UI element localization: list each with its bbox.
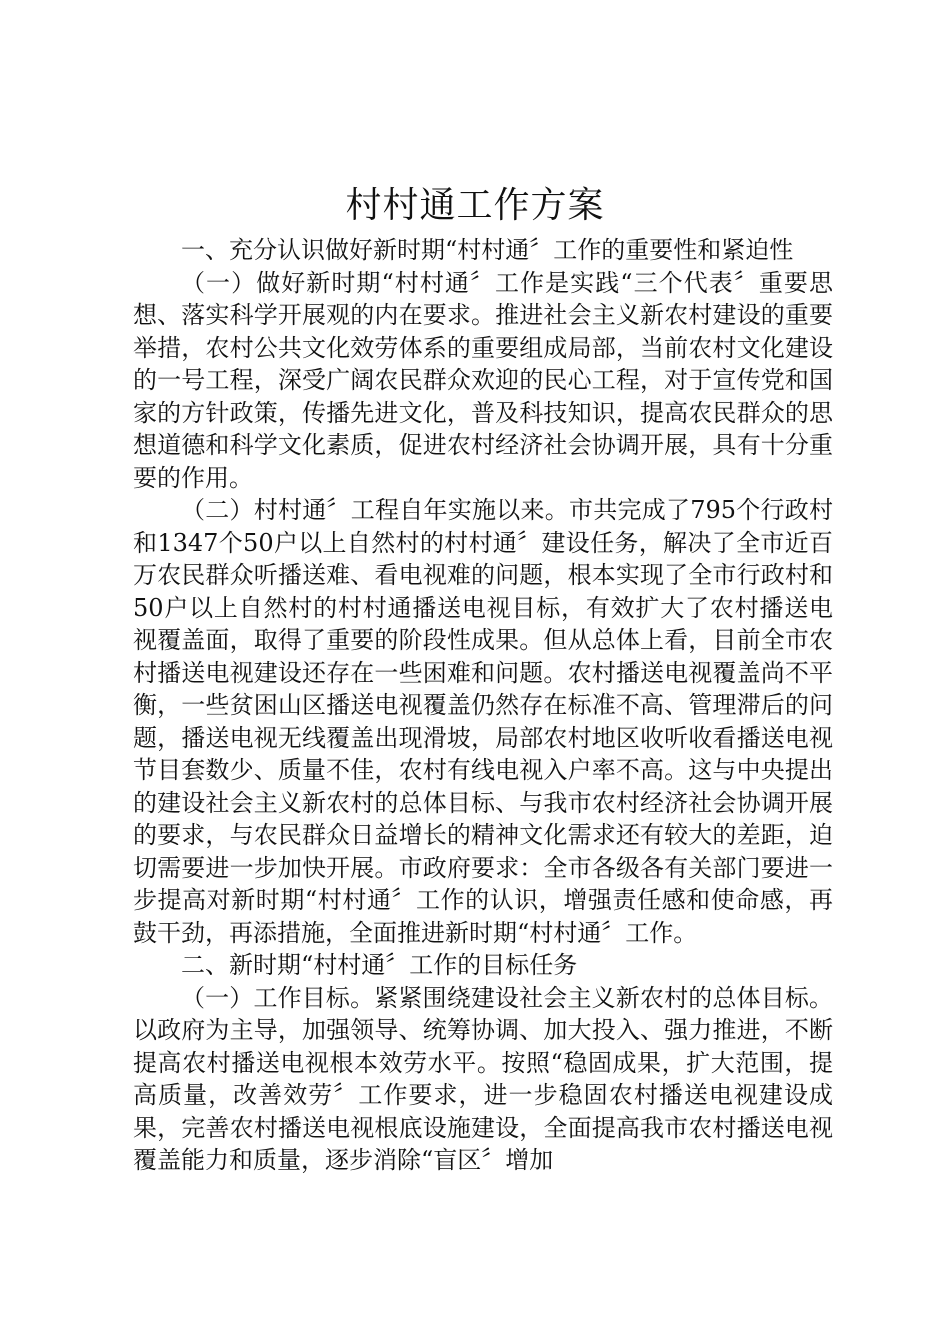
document-title: 村村通工作方案: [345, 185, 605, 226]
heading-section-2: 二、新时期“村村通〞工作的目标任务: [181, 951, 578, 979]
paragraph-1-2: （二）村村通〞工程自年实施以来。市共完成了795个行政村和1347个50户以上自然村的村村通〞建设任务，解决了全市近百万农民群众听播送难、看电视难的问题，根本实现了全市行政村和50户以上自然村的村村通播送电视目标，有效扩大了农村播送电视覆盖面，取得了重要的阶段性成果。但从总体上看，目前全市农村播送电视建设还存在一些困难和问题。农村播送电视覆盖尚不平衡，一些贫困山区播送电视覆盖仍然存在标准不高、管理滞后的问题，播送电视无线覆盖出现滑坡，局部农村地区收听收看播送电视节目套数少、质量不佳，农村有线电视入户率不高。这与中央提出的建设社会主义新农村的总体目标、与我市农村经济社会协调开展的要求，与农民群众日益增长的精神文化需求还有较大的差距，迫切需要进一步加快开展。市政府要求：全市各级各有关部门要进一步提高对新时期“村村通〞工作的认识，增强责任感和使命感，再鼓干劲，再添措施，全面推进新时期“村村通〞工作。: [133, 496, 833, 947]
paragraph-2-1: （一）工作目标。紧紧围绕建设社会主义新农村的总体目标。以政府为主导，加强领导、统筹协调、加大投入、强力推进，不断提高农村播送电视根本效劳水平。按照“稳固成果，扩大范围，提高质量，改善效劳〞工作要求，进一步稳固农村播送电视建设成果，完善农村播送电视根底设施建设，全面提高我市农村播送电视覆盖能力和质量，逐步消除“盲区〞增加: [133, 983, 833, 1174]
document-body: [133, 234, 833, 1177]
paragraph-1-1: （一）做好新时期“村村通〞工作是实践“三个代表〞重要思想、落实科学开展观的内在要求。推进社会主义新农村建设的重要举措，农村公共文化效劳体系的重要组成局部，当前农村文化建设的一号工程，深受广阔农民群众欢迎的民心工程，对于宣传党和国家的方针政策，传播先进文化，普及科技知识，提高农民群众的思想道德和科学文化素质，促进农村经济社会协调开展，具有十分重要的作用。: [133, 268, 833, 492]
heading-section-1: 一、充分认识做好新时期“村村通〞工作的重要性和紧迫性: [181, 236, 794, 264]
